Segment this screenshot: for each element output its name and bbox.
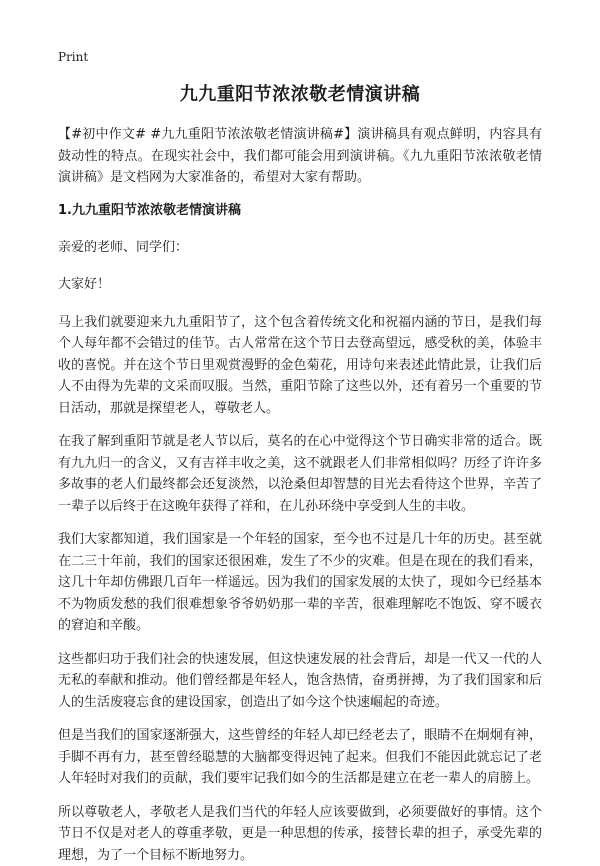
body-paragraph: 在我了解到重阳节就是老人节以后，莫名的在心中觉得这个节日确实非常的适合。既有九九归一的含义，又有吉祥丰收之美，这不就跟老人们非常相似吗？历经了许许多多故事的老人们最终都会还复淡然，以沧桑但却智慧的目光去看待这个世界，辛苦了一辈子以后终于在这晚年获得了祥和，在儿孙环绕中享受到人生的丰收。	[58, 431, 542, 517]
salutation: 亲爱的老师、同学们：	[58, 237, 542, 259]
section-heading: 1.九九重阳节浓浓敬老情演讲稿	[58, 201, 542, 221]
body-paragraph: 我们大家都知道，我们国家是一个年轻的国家，至今也不过是几十年的历史。甚至就在二三十年前，我们的国家还很困难，发生了不少的灾难。但是在现在的我们看来，这几十年却仿佛跟几百年一样遥远。因为我们的国家发展的太快了，现如今已经基本不为物质发愁的我们很难想象爷爷奶奶那一辈的辛苦，很难理解吃不饱饭、穿不暖衣的窘迫和辛酸。	[58, 529, 542, 637]
intro-paragraph: 【#初中作文# #九九重阳节浓浓敬老情演讲稿#】演讲稿具有观点鲜明，内容具有鼓动性的特点。在现实社会中，我们都可能会用到演讲稿。《九九重阳节浓浓敬老情演讲稿》是文档网为大家准备的，希望对大家有帮助。	[58, 124, 542, 189]
print-link[interactable]: Print	[58, 50, 88, 64]
body-paragraph: 这些都归功于我们社会的快速发展，但这快速发展的社会背后，却是一代又一代的人无私的奉献和推动。他们曾经都是年轻人，饱含热情，奋勇拼搏，为了我们国家和后人的生活废寝忘食的建设国家，创造出了如今这个快速崛起的奇迹。	[58, 649, 542, 714]
greeting: 大家好！	[58, 274, 542, 296]
body-paragraph: 所以尊敬老人，孝敬老人是我们当代的年轻人应该要做到，必须要做好的事情。这个节日不仅是对老人的尊重孝敬，更是一种思想的传承，接替长辈的担子，承受先辈的理想，为了一个目标不断地努力。	[58, 802, 542, 866]
body-paragraph: 但是当我们的国家逐渐强大，这些曾经的年轻人却已经老去了，眼睛不在炯炯有神，手脚不再有力，甚至曾经聪慧的大脑都变得迟钝了起来。但我们不能因此就忘记了老人年轻时对我们的贡献，我们要牢记我们如今的生活都是建立在老一辈人的肩膀上。	[58, 725, 542, 790]
page-title: 九九重阳节浓浓敬老情演讲稿	[58, 84, 542, 106]
body-paragraph: 马上我们就要迎来九九重阳节了，这个包含着传统文化和祝福内涵的节日，是我们每个人每年都不会错过的佳节。古人常常在这个节日去登高望远，感受秋的美，体验丰收的喜悦。并在这个节日里观赏漫野的金色菊花，用诗句来表述此情此景，让我们后人不由得为先辈的文采而叹服。当然，重阳节除了这些以外，还有着另一个重要的节日活动，那就是探望老人，尊敬老人。	[58, 312, 542, 420]
